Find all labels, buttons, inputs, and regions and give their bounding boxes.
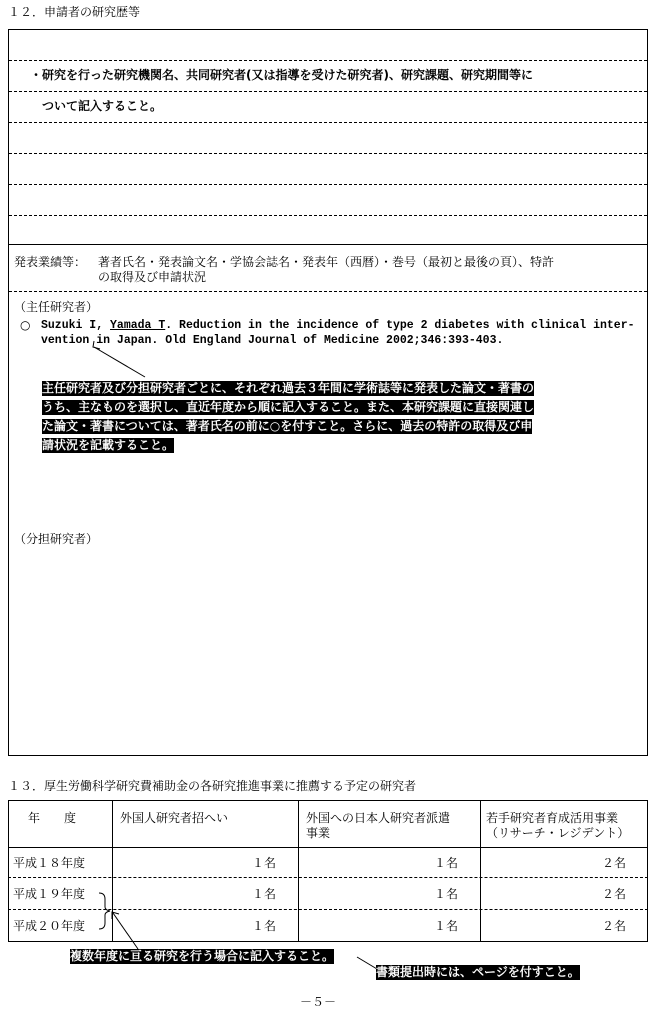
row-value: １名 [251,919,276,933]
multi-year-note: 複数年度に亘る研究を行う場合に記入すること。 [70,949,335,963]
section-13-heading: １３．厚生労働科学研究費補助金の各研究推進事業に推薦する予定の研究者 [8,779,417,793]
row-value: １名 [251,887,276,901]
row-value: ２名 [601,919,626,933]
ruled-line [9,291,647,292]
publications-description: 著者氏名・発表論文名・学協会誌名・発表年（西暦）・巻号（最初と最後の頁）、特許 [98,255,555,269]
section-12-heading: １２．申請者の研究歴等 [8,5,141,19]
row-year: 平成１９年度 [13,887,86,901]
circle-mark-icon: ○ [20,318,31,332]
principal-investigator-label: （主任研究者） [14,300,99,314]
table-divider [298,800,299,942]
row-value: ２名 [601,856,626,870]
reference-line2: vention in Japan. Old England Journal of Medicine 2002;346:393-403. [41,334,504,347]
section-divider [9,244,647,245]
ruled-line [9,122,647,123]
ruled-line [9,91,647,92]
row-year: 平成１８年度 [13,856,86,870]
row-value: ２名 [601,887,626,901]
instruction-line: うち、主なものを選択し、直近年度から順に記入すること。また、本研究課題に直接関連し [42,400,535,414]
ruled-line [9,184,647,185]
row-year: 平成２０年度 [13,919,86,933]
instruction-line: 主任研究者及び分担研究者ごとに、それぞれ過去３年間に学術誌等に発表した論文・著書の [42,381,535,395]
header-dispatch-cont: 事業 [306,826,331,840]
instruction-note [42,377,612,453]
guide-text-line1: ・研究を行った研究機関名、共同研究者(又は指導を受けた研究者)、研究課題、研究期間等に [30,68,533,82]
page-number-note: 書類提出時には、ページを付すこと。 [376,965,580,979]
co-investigator-label: （分担研究者） [14,532,99,546]
row-value: １名 [251,856,276,870]
publications-description-cont: の取得及び申請状況 [98,270,207,284]
header-young-researcher: 若手研究者育成活用事業 [486,811,619,825]
ruled-line [9,153,647,154]
reference-line1: Suzuki I, Yamada T. Reduction in the incidence of type 2 diabetes with clinical inter- [41,319,635,332]
table-divider [8,877,648,878]
row-value: １名 [433,887,458,901]
guide-text-line2: ついて記入すること。 [42,99,163,113]
header-dispatch: 外国への日本人研究者派遣 [306,811,451,825]
header-young-researcher-cont: （リサーチ・レジデント） [486,826,630,840]
table-divider [480,800,481,942]
brace-arrow-icon [95,885,145,957]
page-number: －５－ [300,995,337,1009]
header-foreign-researcher: 外国人研究者招へい [120,811,229,825]
instruction-line: た論文・著書については、著者氏名の前に○を付すこと。さらに、過去の特許の取得及び申 [42,419,533,433]
header-year: 年 度 [28,811,77,825]
ruled-line [9,215,647,216]
row-value: １名 [433,919,458,933]
instruction-line: 請状況を記載すること。 [42,438,175,452]
table-divider [8,847,648,848]
row-value: １名 [433,856,458,870]
ruled-line [9,60,647,61]
publications-label: 発表業績等： [14,255,87,269]
